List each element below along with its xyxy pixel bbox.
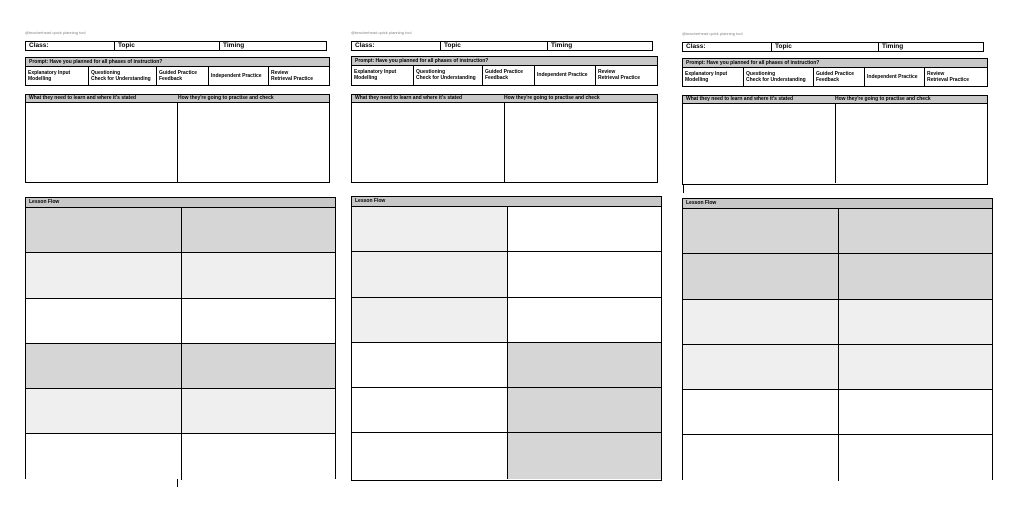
lesson-flow-cell[interactable]: [181, 344, 336, 389]
lesson-flow-cell[interactable]: [683, 209, 838, 254]
lesson-flow-cell[interactable]: [181, 208, 336, 253]
lesson-flow-cell[interactable]: [352, 343, 507, 388]
phase-guided-practice: Guided Practice Feedback: [156, 67, 208, 86]
lesson-flow-grid: [26, 208, 335, 480]
lesson-flow-cell[interactable]: [352, 252, 507, 297]
lesson-flow-cell[interactable]: [181, 299, 336, 344]
class-field[interactable]: Class:: [29, 42, 49, 49]
practise-area[interactable]: [177, 103, 329, 182]
lesson-flow-cell[interactable]: [507, 252, 662, 297]
phase-guided-practice: Guided Practice Feedback: [482, 66, 534, 85]
lesson-flow-cell[interactable]: [352, 298, 507, 343]
topic-field[interactable]: Topic: [114, 42, 219, 50]
class-topic-timing-row: [351, 41, 653, 51]
lesson-flow-cell[interactable]: [26, 389, 181, 434]
learn-heading: What they need to learn and where it's stated: [686, 96, 794, 102]
lesson-flow-cell[interactable]: [838, 254, 993, 299]
margin-tick: [683, 185, 684, 193]
timing-field[interactable]: Timing: [547, 42, 652, 50]
learning-objectives-box: [351, 94, 658, 183]
lesson-flow-cell[interactable]: [181, 434, 336, 479]
lesson-flow-cell[interactable]: [683, 254, 838, 299]
class-field[interactable]: Class:: [686, 43, 706, 50]
practise-area[interactable]: [504, 103, 657, 182]
lesson-flow-cell[interactable]: [507, 388, 662, 433]
lesson-flow-cell[interactable]: [838, 209, 993, 254]
phase-review: Review Retrieval Practice: [924, 68, 987, 87]
lesson-flow-cell[interactable]: [838, 345, 993, 390]
lesson-flow-cell[interactable]: [507, 343, 662, 388]
prompt-box: [25, 57, 330, 86]
learn-area[interactable]: [683, 104, 835, 183]
phase-review: Review Retrieval Practice: [595, 66, 657, 85]
planning-sheet-1: [25, 0, 336, 514]
learn-heading: What they need to learn and where it's stated: [29, 95, 137, 101]
lesson-flow-cell[interactable]: [352, 433, 507, 478]
practise-heading: How they're going to practise and check: [178, 95, 274, 101]
lesson-flow-heading: Lesson Flow: [686, 200, 717, 206]
prompt-text: Prompt: Have you planned for all phases of instruction?: [352, 57, 657, 66]
lesson-flow-cell[interactable]: [352, 388, 507, 433]
lesson-flow-cell[interactable]: [838, 300, 993, 345]
phase-guided-practice: Guided Practice Feedback: [813, 68, 864, 87]
lesson-flow-cell[interactable]: [26, 253, 181, 298]
prompt-text: Prompt: Have you planned for all phases of instruction?: [683, 59, 987, 68]
lesson-flow-cell[interactable]: [26, 434, 181, 479]
lesson-flow-cell[interactable]: [26, 299, 181, 344]
lesson-flow-cell[interactable]: [507, 298, 662, 343]
lesson-flow-heading: Lesson Flow: [355, 198, 386, 204]
phase-questioning: Questioning Check for Understanding: [88, 67, 156, 86]
sheet-header: @teacherhead quick planning tool: [682, 31, 743, 36]
prompt-box: [682, 58, 988, 87]
lesson-flow-box: [25, 197, 336, 479]
phase-independent-practice: Independent Practice: [208, 67, 268, 86]
learn-area[interactable]: [26, 103, 177, 182]
lesson-flow-cell[interactable]: [683, 300, 838, 345]
topic-field[interactable]: Topic: [771, 43, 878, 51]
phase-independent-practice: Independent Practice: [534, 66, 595, 85]
prompt-text: Prompt: Have you planned for all phases of instruction?: [26, 58, 329, 67]
lesson-flow-cell[interactable]: [683, 435, 838, 480]
lesson-flow-heading: Lesson Flow: [29, 199, 60, 205]
practise-area[interactable]: [835, 104, 988, 183]
learn-area[interactable]: [352, 103, 504, 182]
phase-questioning: Questioning Check for Understanding: [413, 66, 482, 85]
learning-objectives-box: [682, 95, 988, 185]
lesson-flow-cell[interactable]: [683, 345, 838, 390]
lesson-flow-box: [351, 196, 662, 481]
sheet-header: @teacherhead quick planning tool: [351, 30, 412, 35]
lesson-flow-cell[interactable]: [26, 344, 181, 389]
class-topic-timing-row: [25, 41, 327, 51]
margin-tick: [177, 479, 178, 487]
practise-heading: How they're going to practise and check: [504, 95, 600, 101]
lesson-flow-cell[interactable]: [683, 390, 838, 435]
phase-questioning: Questioning Check for Understanding: [743, 68, 813, 87]
lesson-flow-cell[interactable]: [352, 207, 507, 252]
phase-review: Review Retrieval Practice: [268, 67, 329, 86]
lesson-flow-grid: [352, 207, 661, 479]
lesson-flow-cell[interactable]: [26, 208, 181, 253]
timing-field[interactable]: Timing: [219, 42, 326, 50]
phase-explanatory-input: Explanatory Input Modelling: [28, 70, 71, 83]
phase-explanatory-input: Explanatory Input Modelling: [354, 69, 397, 82]
phase-independent-practice: Independent Practice: [864, 68, 924, 87]
lesson-flow-cell[interactable]: [181, 389, 336, 434]
lesson-flow-cell[interactable]: [507, 207, 662, 252]
timing-field[interactable]: Timing: [878, 43, 983, 51]
class-topic-timing-row: [682, 42, 984, 52]
prompt-box: [351, 56, 658, 86]
topic-field[interactable]: Topic: [440, 42, 547, 50]
class-field[interactable]: Class:: [355, 42, 375, 49]
learn-heading: What they need to learn and where it's stated: [355, 95, 463, 101]
lesson-flow-cell[interactable]: [838, 435, 993, 480]
learning-objectives-box: [25, 94, 330, 183]
planning-sheet-2: [351, 0, 662, 514]
practise-heading: How they're going to practise and check: [835, 96, 931, 102]
lesson-flow-box: [682, 198, 993, 480]
lesson-flow-cell[interactable]: [838, 390, 993, 435]
phase-explanatory-input: Explanatory Input Modelling: [685, 71, 728, 84]
lesson-flow-cell[interactable]: [507, 433, 662, 478]
lesson-flow-grid: [683, 209, 992, 481]
lesson-flow-cell[interactable]: [181, 253, 336, 298]
sheet-header: @teacherhead quick planning tool: [25, 30, 86, 35]
planning-sheet-3: [682, 0, 993, 514]
